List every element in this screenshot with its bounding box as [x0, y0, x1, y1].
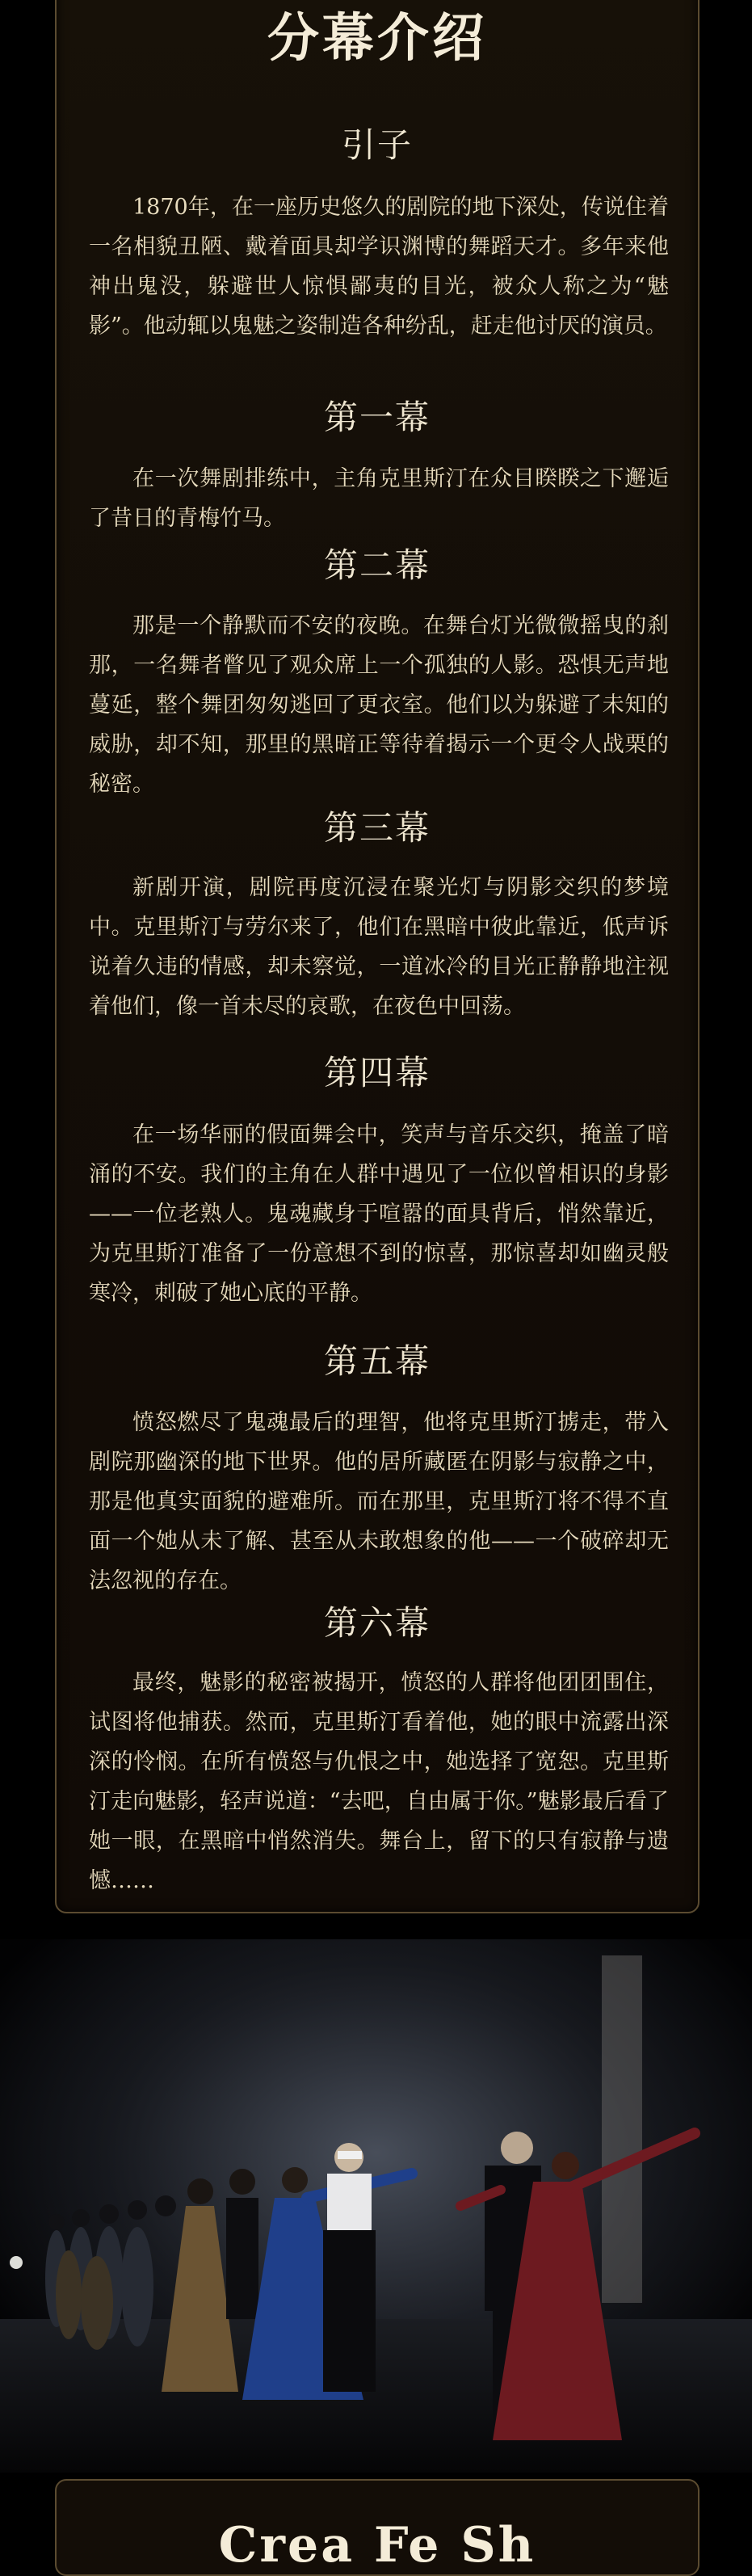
synopsis-panel	[55, 0, 699, 1913]
act-five-text: 愤怒燃尽了鬼魂最后的理智，他将克里斯汀掳走，带入剧院那幽深的地下世界。他的居所藏匿在阴影与寂静之中，那是他真实面貌的避难所。而在那里，克里斯汀将不得不直面一个她从未了解、甚至从未敢想象的他——一个破碎却无法忽视的存在。	[89, 1410, 669, 1593]
act-four-text: 在一场华丽的假面舞会中，笑声与音乐交织，掩盖了暗涌的不安。我们的主角在人群中遇见了一位似曾相识的身影——一位老熟人。鬼魂藏身于喧嚣的面具背后，悄然靠近，为克里斯汀准备了一份意想不到的惊喜，那惊喜却如幽灵般寒冷，刺破了她心底的平静。	[89, 1122, 669, 1306]
ballroom-dancers-illustration	[0, 1939, 752, 2473]
act-six-heading: 第六幕	[323, 1603, 431, 1643]
act-five-heading: 第五幕	[323, 1341, 431, 1381]
act-four-heading: 第四幕	[323, 1053, 431, 1092]
prologue-text: 1870年，在一座历史悠久的剧院的地下深处，传说住着一名相貌丑陋、戴着面具却学识渊博的舞蹈天才。多年来他神出鬼没，躲避世人惊惧鄙夷的目光，被众人称之为“魅影”。他动辄以鬼魅之姿制造各种纷乱，赶走他讨厌的演员。	[89, 195, 669, 339]
act-two-heading: 第二幕	[323, 545, 431, 585]
bottom-panel	[55, 2479, 699, 2576]
act-three-heading: 第三幕	[323, 808, 431, 848]
act-one-text: 在一次舞剧排练中，主角克里斯汀在众目睽睽之下邂逅了昔日的青梅竹马。	[89, 466, 669, 531]
act-six-text: 最终，魅影的秘密被揭开，愤怒的人群将他团团围住，试图将他捕获。然而，克里斯汀看着他，她的眼中流露出深深的怜悯。在所有愤怒与仇恨之中，她选择了宽恕。克里斯汀走向魅影，轻声说道：“去吧，自由属于你。”魅影最后看了她一眼，在黑暗中悄然消失。舞台上，留下的只有寂静与遗憾……	[89, 1670, 669, 1893]
bottom-panel-title: Crea Fe Sh	[218, 2517, 536, 2574]
act-one-heading: 第一幕	[323, 398, 431, 437]
act-two-text: 那是一个静默而不安的夜晚。在舞台灯光微微摇曳的刹那，一名舞者瞥见了观众席上一个孤独的人影。恐惧无声地蔓延，整个舞团匆匆逃回了更衣室。他们以为躲避了未知的威胁，却不知，那里的黑暗正等待着揭示一个更令人战栗的秘密。	[89, 613, 669, 797]
act-three-text: 新剧开演，剧院再度沉浸在聚光灯与阴影交织的梦境中。克里斯汀与劳尔来了，他们在黑暗中彼此靠近，低声诉说着久违的情感，却未察觉，一道冰冷的目光正静静地注视着他们，像一首未尽的哀歌，在夜色中回荡。	[89, 875, 669, 1019]
synopsis-title: 分幕介绍	[267, 8, 487, 69]
ballroom-dancers-photo	[0, 1939, 752, 2473]
prologue-heading: 引子	[341, 125, 413, 165]
